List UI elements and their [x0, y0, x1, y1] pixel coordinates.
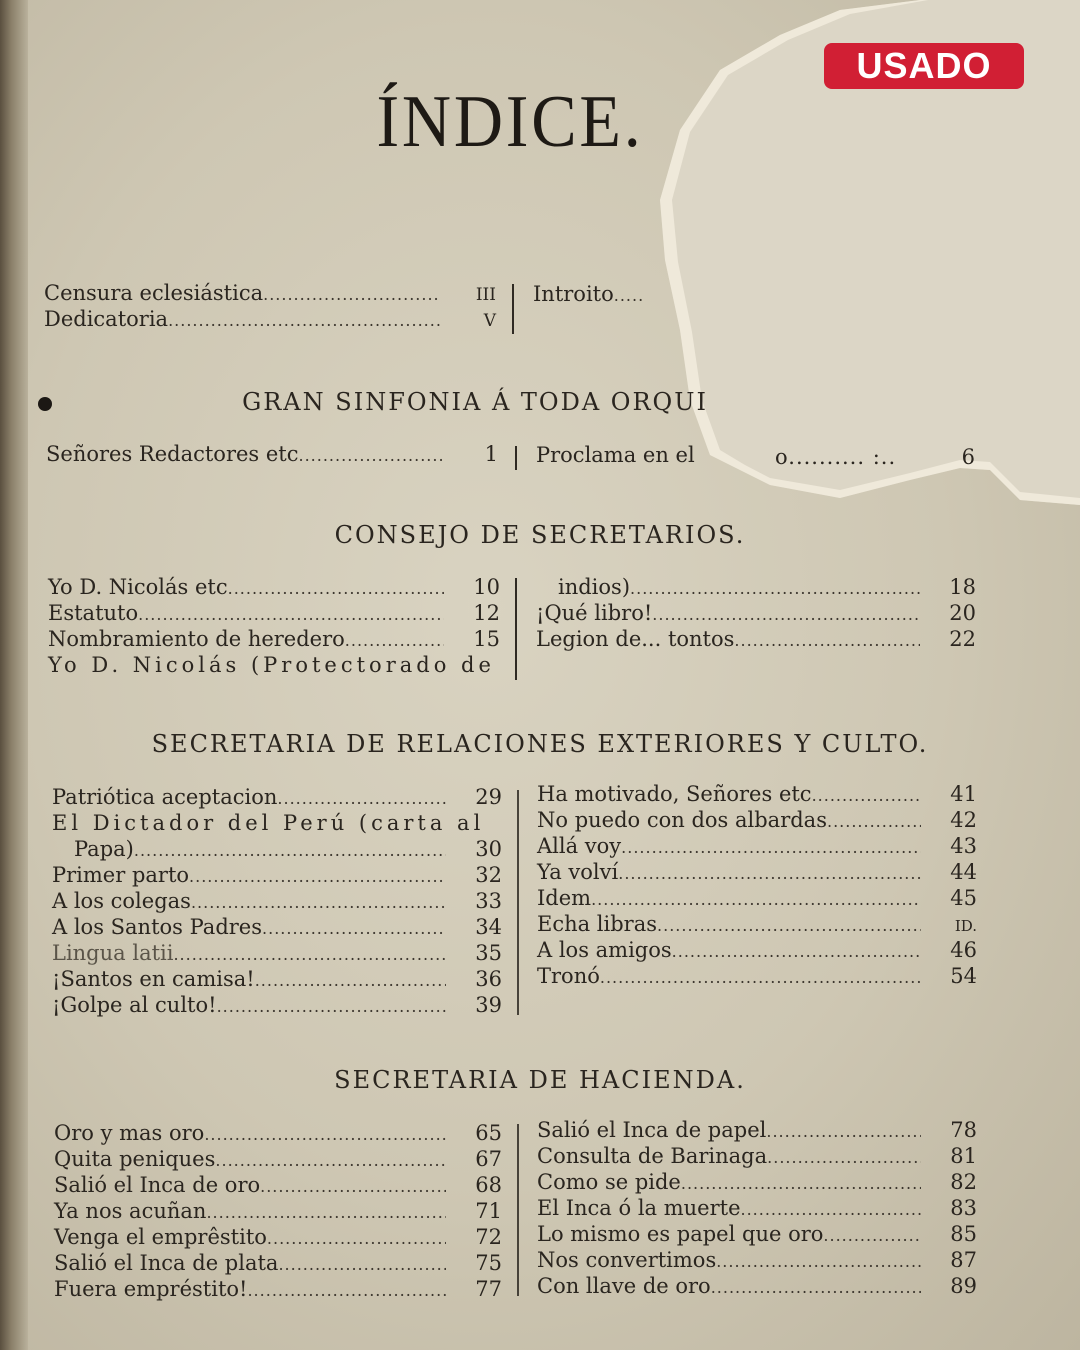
front-left-column	[44, 280, 496, 332]
index-entry: Venga el emprêstito ..... 72	[54, 1224, 502, 1250]
index-entry: Señores Redactores etc ..... 1	[46, 441, 498, 467]
s1-fragment	[775, 444, 975, 470]
index-entry: Dedicatoria ..... V	[44, 306, 496, 332]
s3-right-column	[537, 781, 977, 989]
index-entry: Yo D. Nicolás etc ..... 10	[48, 574, 500, 600]
column-divider	[512, 284, 514, 334]
index-entry: Primer parto ..... 32	[52, 862, 502, 888]
column-divider	[517, 790, 519, 1015]
index-entry: Salió el Inca de oro ..... 68	[54, 1172, 502, 1198]
index-entry: Idem ..... 45	[537, 885, 977, 911]
front-right-column	[533, 281, 673, 307]
index-entry: A los amigos ..... 46	[537, 937, 977, 963]
section-heading: GRAN SINFONIA Á TODA ORQUI	[242, 388, 708, 416]
index-entry: Nombramiento de heredero ..... 15	[48, 626, 500, 652]
index-entry: Como se pide ..... 82	[537, 1169, 977, 1195]
index-entry: Lo mismo es papel que oro ..... 85	[537, 1221, 977, 1247]
index-entry: Fuera empréstito! ..... 77	[54, 1276, 502, 1302]
index-entry: ¡Qué libro! ..... 20	[536, 600, 976, 626]
index-entry: Consulta de Barinaga ..... 81	[537, 1143, 977, 1169]
index-entry: Patriótica aceptacion ..... 29	[52, 784, 502, 810]
book-binding	[0, 0, 28, 1350]
index-entry: No puedo con dos albardas ..... 42	[537, 807, 977, 833]
section-heading: SECRETARIA DE HACIENDA.	[334, 1066, 746, 1094]
index-entry: Introito .....	[533, 282, 645, 306]
index-entry: Lingua latii ..... 35	[52, 940, 502, 966]
index-entry: Tronó ..... 54	[537, 963, 977, 989]
s2-left-column	[48, 574, 500, 678]
index-entry: Salió el Inca de papel ..... 78	[537, 1117, 977, 1143]
index-entry: Proclama en el	[536, 443, 695, 467]
index-entry: Allá voy ..... 43	[537, 833, 977, 859]
index-entry: Estatuto ..... 12	[48, 600, 500, 626]
used-badge: USADO	[824, 43, 1024, 89]
index-entry-fragment: o.......... :.. 6	[775, 445, 975, 469]
index-entry: ¡Santos en camisa! ..... 36	[52, 966, 502, 992]
index-entry: Quita peniques ..... 67	[54, 1146, 502, 1172]
index-entry: Yo D. Nicolás (Protectorado de	[48, 653, 495, 677]
s1-left-column	[46, 441, 498, 467]
index-entry: Salió el Inca de plata ..... 75	[54, 1250, 502, 1276]
index-entry: A los colegas ..... 33	[52, 888, 502, 914]
column-divider	[515, 446, 517, 470]
index-entry: Legion de... tontos ..... 22	[536, 626, 976, 652]
column-divider	[515, 578, 517, 680]
index-entry: Ha motivado, Señores etc ..... 41	[537, 781, 977, 807]
s2-right-column	[536, 574, 976, 652]
s4-right-column	[537, 1117, 977, 1299]
index-entry: Oro y mas oro ..... 65	[54, 1120, 502, 1146]
index-entry: ¡Golpe al culto! ..... 39	[52, 992, 502, 1018]
index-entry: Con llave de oro ..... 89	[537, 1273, 977, 1299]
index-entry: Nos convertimos ..... 87	[537, 1247, 977, 1273]
index-entry: Censura eclesiástica ..... III	[44, 280, 496, 306]
page-title: ÍNDICE.	[376, 81, 644, 163]
index-entry: Papa) ..... 30	[52, 836, 502, 862]
index-entry: El Dictador del Perú (carta al	[52, 811, 485, 835]
section-heading: CONSEJO DE SECRETARIOS.	[334, 521, 746, 549]
index-entry: Ya volví ..... 44	[537, 859, 977, 885]
s3-left-column	[52, 784, 502, 1018]
s4-left-column	[54, 1120, 502, 1302]
index-entry: El Inca ó la muerte ..... 83	[537, 1195, 977, 1221]
s1-right-column	[536, 442, 736, 468]
index-entry: Ya nos acuñan ..... 71	[54, 1198, 502, 1224]
section-heading: SECRETARIA DE RELACIONES EXTERIORES Y CULTO.	[151, 730, 929, 758]
index-entry: indios) ..... 18	[536, 574, 976, 600]
index-entry: Echa libras ..... ID.	[537, 911, 977, 937]
index-entry: A los Santos Padres ..... 34	[52, 914, 502, 940]
column-divider	[517, 1124, 519, 1296]
